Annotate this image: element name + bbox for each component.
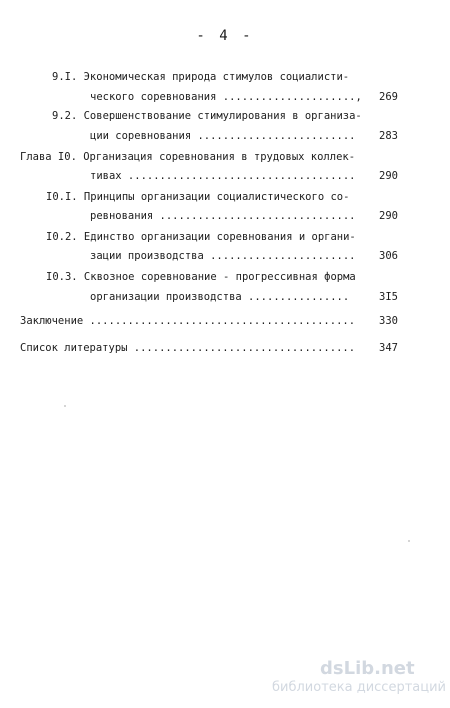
toc-chapter-10-line2: тивах .................................... [90,170,356,182]
toc-entry-10-2-line1: I0.2. Единство организации соревнования и органи- [46,231,356,243]
toc-page-10-1: 290 [379,210,398,222]
toc-entry-10-1-line2: ревнования ............................... [90,210,356,222]
toc-page-9-2: 283 [379,130,398,142]
toc-page-10-3: 3I5 [379,291,398,303]
toc-bibliography: Список литературы ................................... [20,342,356,354]
watermark-subtitle: библиотека диссертаций [272,680,446,695]
toc-page-bibliography: 347 [379,342,398,354]
toc-page-conclusion: 330 [379,315,398,327]
scan-speck [64,405,66,407]
toc-conclusion: Заключение .......................................... [20,315,356,327]
toc-entry-10-3-line1: I0.3. Сквозное соревнование - прогрессивная форма [46,271,356,283]
toc-entry-10-3-line2: организации производства ................ [90,291,350,303]
watermark-logo: dsLib.net [320,658,415,679]
page-number: - 4 - [196,28,254,44]
toc-entry-9-1-line2: ческого соревнования ....................., [90,91,362,103]
toc-entry-9-1-line1: 9.I. Экономическая природа стимулов социалисти- [52,71,350,83]
toc-chapter-10-line1: Глава I0. Организация соревнования в трудовых коллек- [20,151,356,163]
toc-entry-9-2-line2: ции соревнования ......................... [90,130,356,142]
toc-page-9-1: 269 [379,91,398,103]
toc-entry-10-2-line2: зации производства ....................... [90,250,356,262]
scan-speck [408,540,410,542]
toc-entry-9-2-line1: 9.2. Совершенствование стимулирования в организа- [52,110,362,122]
toc-entry-10-1-line1: I0.I. Принципы организации социалистического со- [46,191,350,203]
toc-page-chapter-10: 290 [379,170,398,182]
toc-page-10-2: 306 [379,250,398,262]
